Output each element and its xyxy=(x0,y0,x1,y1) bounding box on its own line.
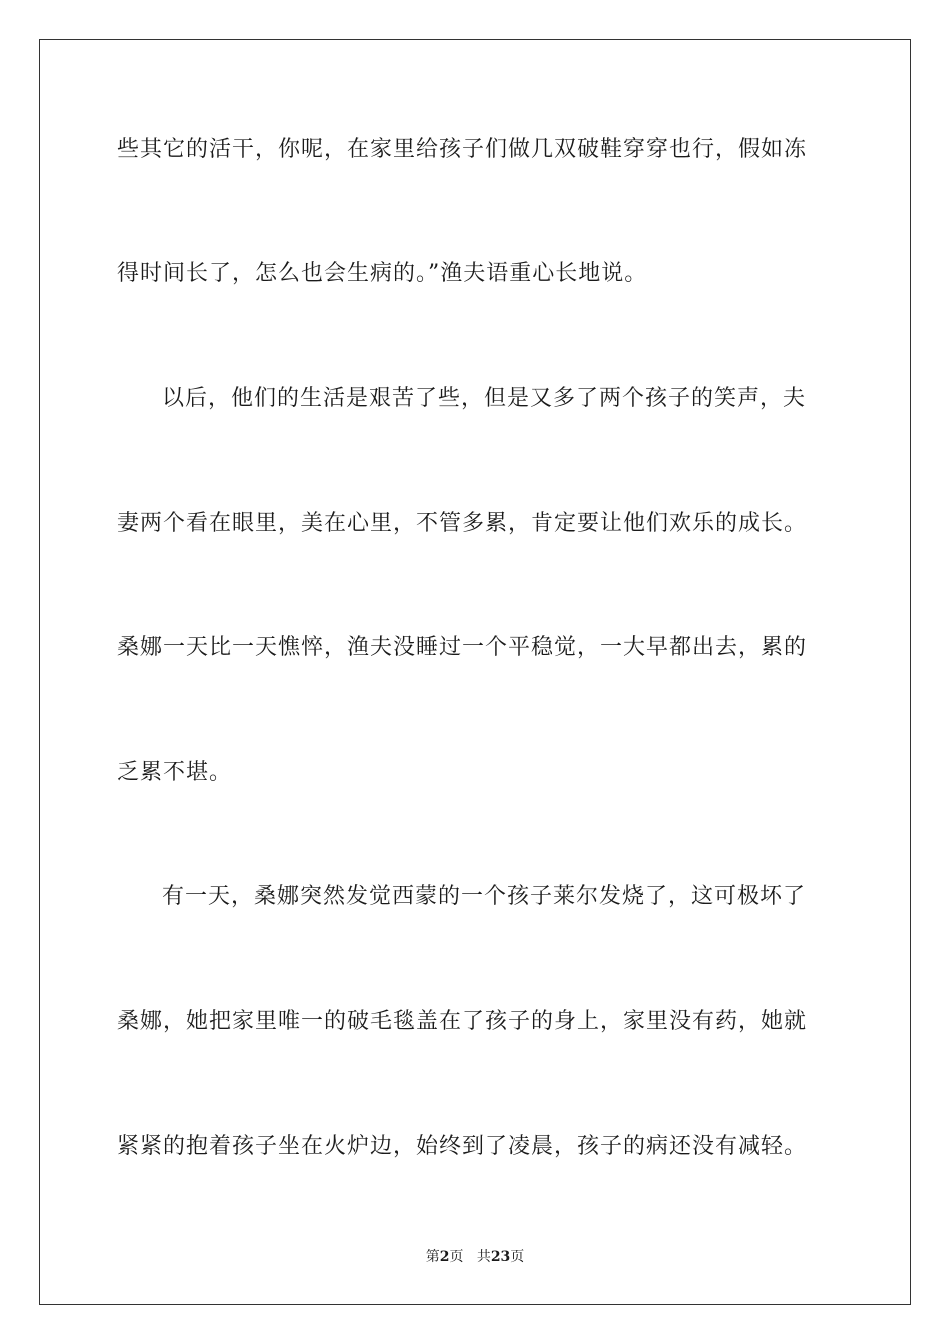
text-line-9: 紧紧的抱着孩子坐在火炉边，始终到了凌晨，孩子的病还没有减轻。 xyxy=(117,1134,808,1159)
text-line-2: 得时间长了，怎么也会生病的。”渔夫语重心长地说。 xyxy=(117,261,648,286)
text-line-6: 乏累不堪。 xyxy=(117,760,233,785)
text-line-1: 些其它的活干，你呢，在家里给孩子们做几双破鞋穿穿也行，假如冻 xyxy=(117,137,808,162)
page-border xyxy=(39,39,911,1305)
text-line-7: 有一天，桑娜突然发觉西蒙的一个孩子莱尔发烧了，这可极坏了 xyxy=(162,884,807,909)
text-line-8: 桑娜，她把家里唯一的破毛毯盖在了孩子的身上，家里没有药，她就 xyxy=(117,1009,808,1034)
page-prefix: 第 xyxy=(425,1249,440,1265)
text-line-3: 以后，他们的生活是艰苦了些，但是又多了两个孩子的笑声，夫 xyxy=(162,386,807,411)
text-line-5: 桑娜一天比一天憔悴，渔夫没睡过一个平稳觉，一大早都出去，累的 xyxy=(117,635,808,660)
text-line-4: 妻两个看在眼里，美在心里，不管多累，肯定要让他们欢乐的成长。 xyxy=(117,511,808,536)
page-suffix: 页 xyxy=(449,1249,464,1265)
page-footer xyxy=(0,1248,950,1266)
total-prefix: 共 xyxy=(476,1249,491,1265)
page-number: 2 xyxy=(439,1249,450,1265)
total-suffix: 页 xyxy=(510,1249,525,1265)
total-pages: 23 xyxy=(490,1249,511,1265)
